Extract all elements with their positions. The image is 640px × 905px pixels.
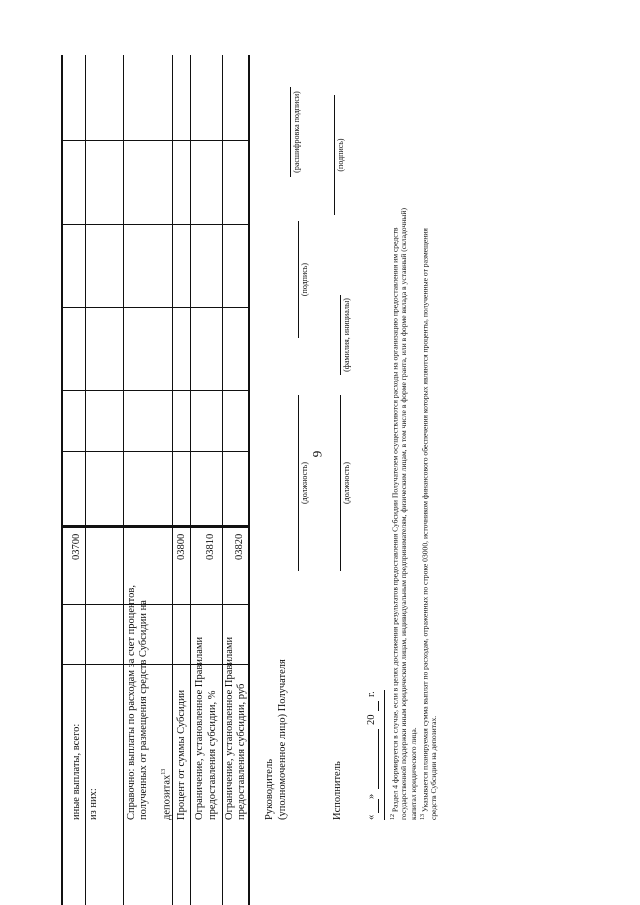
row-label-other-payments: иные выплаты, всего:	[71, 723, 82, 820]
executor-label: Исполнитель	[332, 761, 343, 820]
footnote-12-line1: $^{12}$ Раздел 4 формируется в случае, если в целях достижения результатов предоставления Субсидии Получателем осуществляются расходы на организацию предоставления им средств	[390, 227, 400, 820]
row-code-03700: 03700	[71, 533, 82, 560]
date-close-quote: »	[366, 793, 377, 799]
footnote-12-line3: капитал юридического лица.	[409, 727, 418, 820]
executor-signature-caption: (подпись)	[336, 138, 345, 172]
footnote-13-line2: средств Субсидии на депозитах.	[429, 715, 438, 820]
date-day-line	[378, 799, 379, 813]
date-year-suffix: г.	[366, 691, 377, 697]
row-label-limit-percent-line1: Ограничение, установленное Правилами	[194, 636, 205, 820]
row-label-reference-line2: полученных от размещения средств Субсидии на	[138, 600, 149, 820]
footnote-12-line2: государственной поддержки иным юридическим лицам, индивидуальным предпринимателям, физическим лицам, в том числе в форме гранта, или в форме вклада в уставный (складочный)	[399, 208, 408, 820]
head-position-line	[298, 395, 299, 571]
head-label-line2: (уполномоченное лицо) Получателя	[277, 659, 288, 820]
executor-signature-line	[334, 95, 335, 215]
page-number: 9	[309, 450, 325, 458]
head-decoding-caption: (расшифровка подписи)	[292, 91, 301, 173]
row-label-reference-line1: Справочно: выплаты по расходам за счет процентов,	[126, 585, 137, 820]
head-decoding-line	[290, 87, 291, 177]
footnote-13-line1: $^{13}$ Указывается планируемая сумма выплат по расходам, отраженных по строке 03000, источником финансового обеспечения которых являются проценты, полученные от размещения	[420, 228, 430, 820]
row-label-limit-percent-line2: предоставления субсидии, %	[207, 690, 218, 820]
footnote-separator	[384, 690, 385, 820]
head-position-caption: (должность)	[300, 462, 309, 504]
row-label-limit-rub-line1: Ограничение, установленное Правилами	[224, 636, 235, 820]
footnote-ref-13: 13	[161, 768, 167, 775]
head-signature-line	[298, 221, 299, 338]
executor-name-caption: (фамилия, инициалы)	[342, 298, 351, 372]
head-signature-caption: (подпись)	[300, 262, 309, 297]
date-month-line	[378, 729, 379, 789]
date-year-line	[378, 701, 379, 711]
row-label-reference-line3: депозитах$^{13}$	[161, 768, 173, 820]
row-code-03820: 03820	[234, 533, 245, 560]
executor-name-line	[340, 295, 341, 375]
date-open-quote: «	[366, 814, 377, 820]
row-label-of-which: из них:	[88, 788, 99, 820]
row-label-limit-rub-line2: предоставления субсидии, руб	[236, 683, 247, 820]
date-year-prefix: 20	[366, 714, 377, 725]
head-label-line1: Руководитель	[264, 759, 275, 820]
executor-position-caption: (должность)	[342, 462, 351, 504]
row-label-percent: Процент от суммы Субсидии	[176, 689, 187, 820]
row-code-03800: 03800	[176, 533, 187, 560]
executor-position-line	[340, 395, 341, 571]
row-code-03810: 03810	[205, 533, 216, 560]
